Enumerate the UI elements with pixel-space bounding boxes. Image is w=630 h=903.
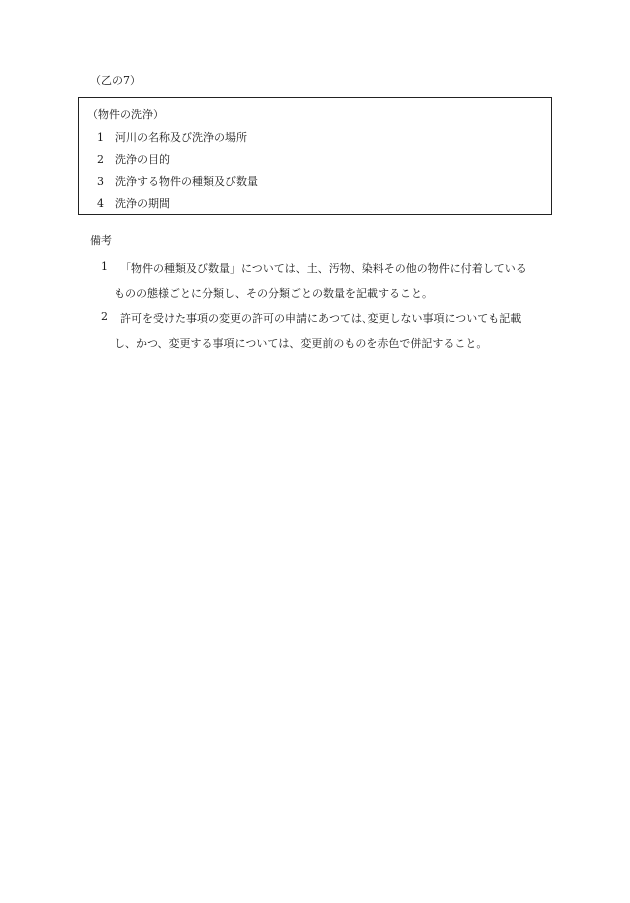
box-item-text: 洗浄の目的 — [115, 153, 170, 166]
box-item-text: 洗浄する物件の種類及び数量 — [115, 175, 258, 188]
note-text-line: 許可を受けた事項の変更の許可の申請にあつては､変更しない事項についても記載 — [120, 312, 522, 325]
box-item — [97, 195, 170, 211]
note-text-line: ものの態様ごとに分類し、その分類ごとの数量を記載すること。 — [114, 287, 433, 300]
notes-title: 備考 — [90, 234, 112, 247]
note-number: 1 — [101, 260, 108, 273]
box-item-number: 4 — [97, 197, 104, 210]
box-item — [97, 129, 247, 145]
note-number: 2 — [101, 310, 108, 323]
box-item-number: 3 — [97, 175, 104, 188]
box-item-text: 洗浄の期間 — [115, 197, 170, 210]
box-item-text: 河川の名称及び洗浄の場所 — [115, 131, 247, 144]
box-item — [97, 151, 170, 167]
box-item-number: 2 — [97, 153, 104, 166]
box-heading: （物件の洗浄） — [87, 108, 164, 121]
note-text-line: 「物件の種類及び数量」については、土、汚物、染料その他の物件に付着している — [120, 262, 527, 275]
note-text-line: し、かつ、変更する事項については、変更前のものを赤色で併記すること。 — [114, 337, 488, 350]
form-identifier: （乙の7） — [90, 74, 141, 87]
box-item — [97, 173, 258, 189]
box-item-number: 1 — [97, 131, 104, 144]
item-box — [78, 97, 552, 215]
